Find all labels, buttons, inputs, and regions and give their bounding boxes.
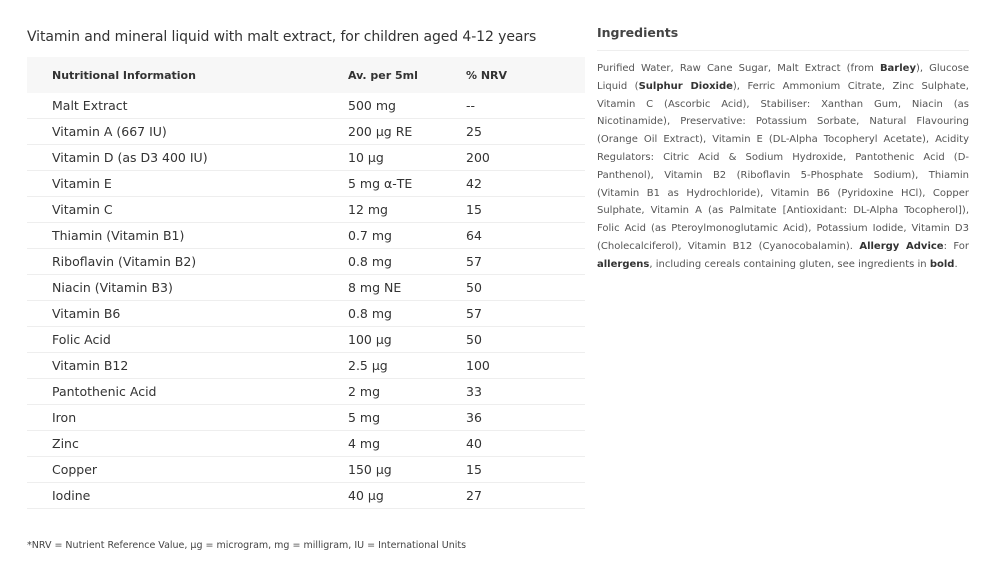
amount-per-5ml: 100 µg [348,332,392,347]
table-row [27,145,585,171]
amount-per-5ml: 4 mg [348,436,381,451]
amount-per-5ml: 40 µg [348,488,384,503]
nutrient-name: Copper [52,462,98,477]
ingredient-segment: ), Glucose Liquid ( [597,63,969,92]
footnote: *NRV = Nutrient Reference Value, µg = microgram, mg = milligram, IU = International Units [27,540,467,551]
nutrient-name: Vitamin B6 [52,306,121,321]
nutrient-name: Niacin (Vitamin B3) [52,280,173,295]
nutrient-name: Pantothenic Acid [52,384,157,399]
amount-per-5ml: 200 µg RE [348,124,413,139]
amount-per-5ml: 5 mg [348,410,381,425]
amount-per-5ml: 150 µg [348,462,392,477]
table-row [27,275,585,301]
nrv-percent: 50 [466,280,482,295]
nrv-percent: 57 [466,254,482,269]
nrv-percent: 36 [466,410,482,425]
table-row [27,405,585,431]
amount-per-5ml: 500 mg [348,98,396,113]
table-row [27,223,585,249]
header-per-5ml: Av. per 5ml [348,68,418,82]
ingredient-bold-segment: bold [929,258,955,270]
table-row [27,379,585,405]
header-nutritional-information: Nutritional Information [52,68,196,82]
amount-per-5ml: 0.8 mg [348,254,392,269]
nutrient-name: Thiamin (Vitamin B1) [52,228,185,243]
amount-per-5ml: 0.7 mg [348,228,392,243]
table-row [27,119,585,145]
ingredient-segment: , including cereals containing gluten, see ingredients in [649,258,930,270]
nutrient-name: Malt Extract [52,98,128,113]
ingredient-segment: : For [943,240,969,252]
nrv-percent: 100 [466,358,490,373]
nutrient-name: Zinc [52,436,79,451]
nrv-percent: 33 [466,384,482,399]
nutrition-table [27,57,585,509]
nrv-percent: 64 [466,228,482,243]
table-row [27,301,585,327]
ingredient-segment: . [954,258,958,270]
ingredients-title: Ingredients [597,25,679,40]
ingredient-bold-segment: Barley [879,63,916,74]
nrv-percent: 27 [466,488,482,503]
nrv-percent: 15 [466,462,482,477]
nutrient-name: Vitamin D (as D3 400 IU) [52,150,208,165]
nutrient-name: Iron [52,410,77,425]
nrv-percent: 200 [466,150,490,165]
table-row [27,249,585,275]
table-body [27,93,585,509]
amount-per-5ml: 2.5 µg [348,358,388,373]
ingredient-bold-segment: Allergy Advice [859,240,944,252]
ingredient-segment: Purified Water, Raw Cane Sugar, Malt Extract (from [597,63,880,74]
table-row [27,327,585,353]
nutrient-name: Folic Acid [52,332,111,347]
nrv-percent: 15 [466,202,482,217]
nrv-percent: 57 [466,306,482,321]
header-nrv: % NRV [466,68,508,82]
table-header [27,57,585,93]
nutrient-name: Vitamin A (667 IU) [52,124,167,139]
ingredients-text [597,60,969,274]
ingredient-bold-segment: Sulphur Dioxide [638,80,733,92]
nrv-percent: 25 [466,124,482,139]
table-row [27,353,585,379]
nrv-percent: 50 [466,332,482,347]
amount-per-5ml: 10 µg [348,150,384,165]
amount-per-5ml: 12 mg [348,202,388,217]
ingredient-bold-segment: allergens [597,258,650,270]
nrv-percent: 40 [466,436,482,451]
nrv-percent: 42 [466,176,482,191]
table-row [27,483,585,509]
amount-per-5ml: 2 mg [348,384,381,399]
nutrient-name: Vitamin C [52,202,113,217]
ingredient-segment: ), Ferric Ammonium Citrate, Zinc Sulphate, Vitamin C (Ascorbic Acid), Stabiliser: Xanthan Gum, Niacin (as Nicotinamide), Preservative: Potassium Sorbate, Natural Flavouring (Orange Oil Extract), Vitamin E (DL-Alpha Tocopheryl Acetate), Acidity Regulators: Citric Acid & Sodium Hydroxide, Pantothenic Acid (D-Panthenol), Vitamin B2 (Riboflavin 5-Phosphate Sodium), Thiamin (Vitamin B1 as Hydrochloride), Vitamin B6 (Pyridoxine HCl), Copper Sulphate, Vitamin A (as Palmitate [Antioxidant: DL-Alpha Tocopherol]), Folic Acid (as Pteroylmonoglutamic Acid), Potassium Iodide, Vitamin D3 (Cholecalciferol), Vitamin B12 (Cyanocobalamin). [597,80,969,252]
table-row [27,171,585,197]
table-row [27,93,585,119]
nutrient-name: Vitamin B12 [52,358,129,373]
nutrient-name: Iodine [52,488,91,503]
amount-per-5ml: 8 mg NE [348,280,402,295]
amount-per-5ml: 0.8 mg [348,306,392,321]
table-row [27,457,585,483]
table-row [27,197,585,223]
product-title: Vitamin and mineral liquid with malt extract, for children aged 4-12 years [27,29,537,45]
nutrient-name: Riboflavin (Vitamin B2) [52,254,197,269]
ingredients-divider [597,50,969,51]
nrv-percent: -- [466,98,476,113]
nutrient-name: Vitamin E [52,176,112,191]
table-row [27,431,585,457]
amount-per-5ml: 5 mg α-TE [348,176,413,191]
